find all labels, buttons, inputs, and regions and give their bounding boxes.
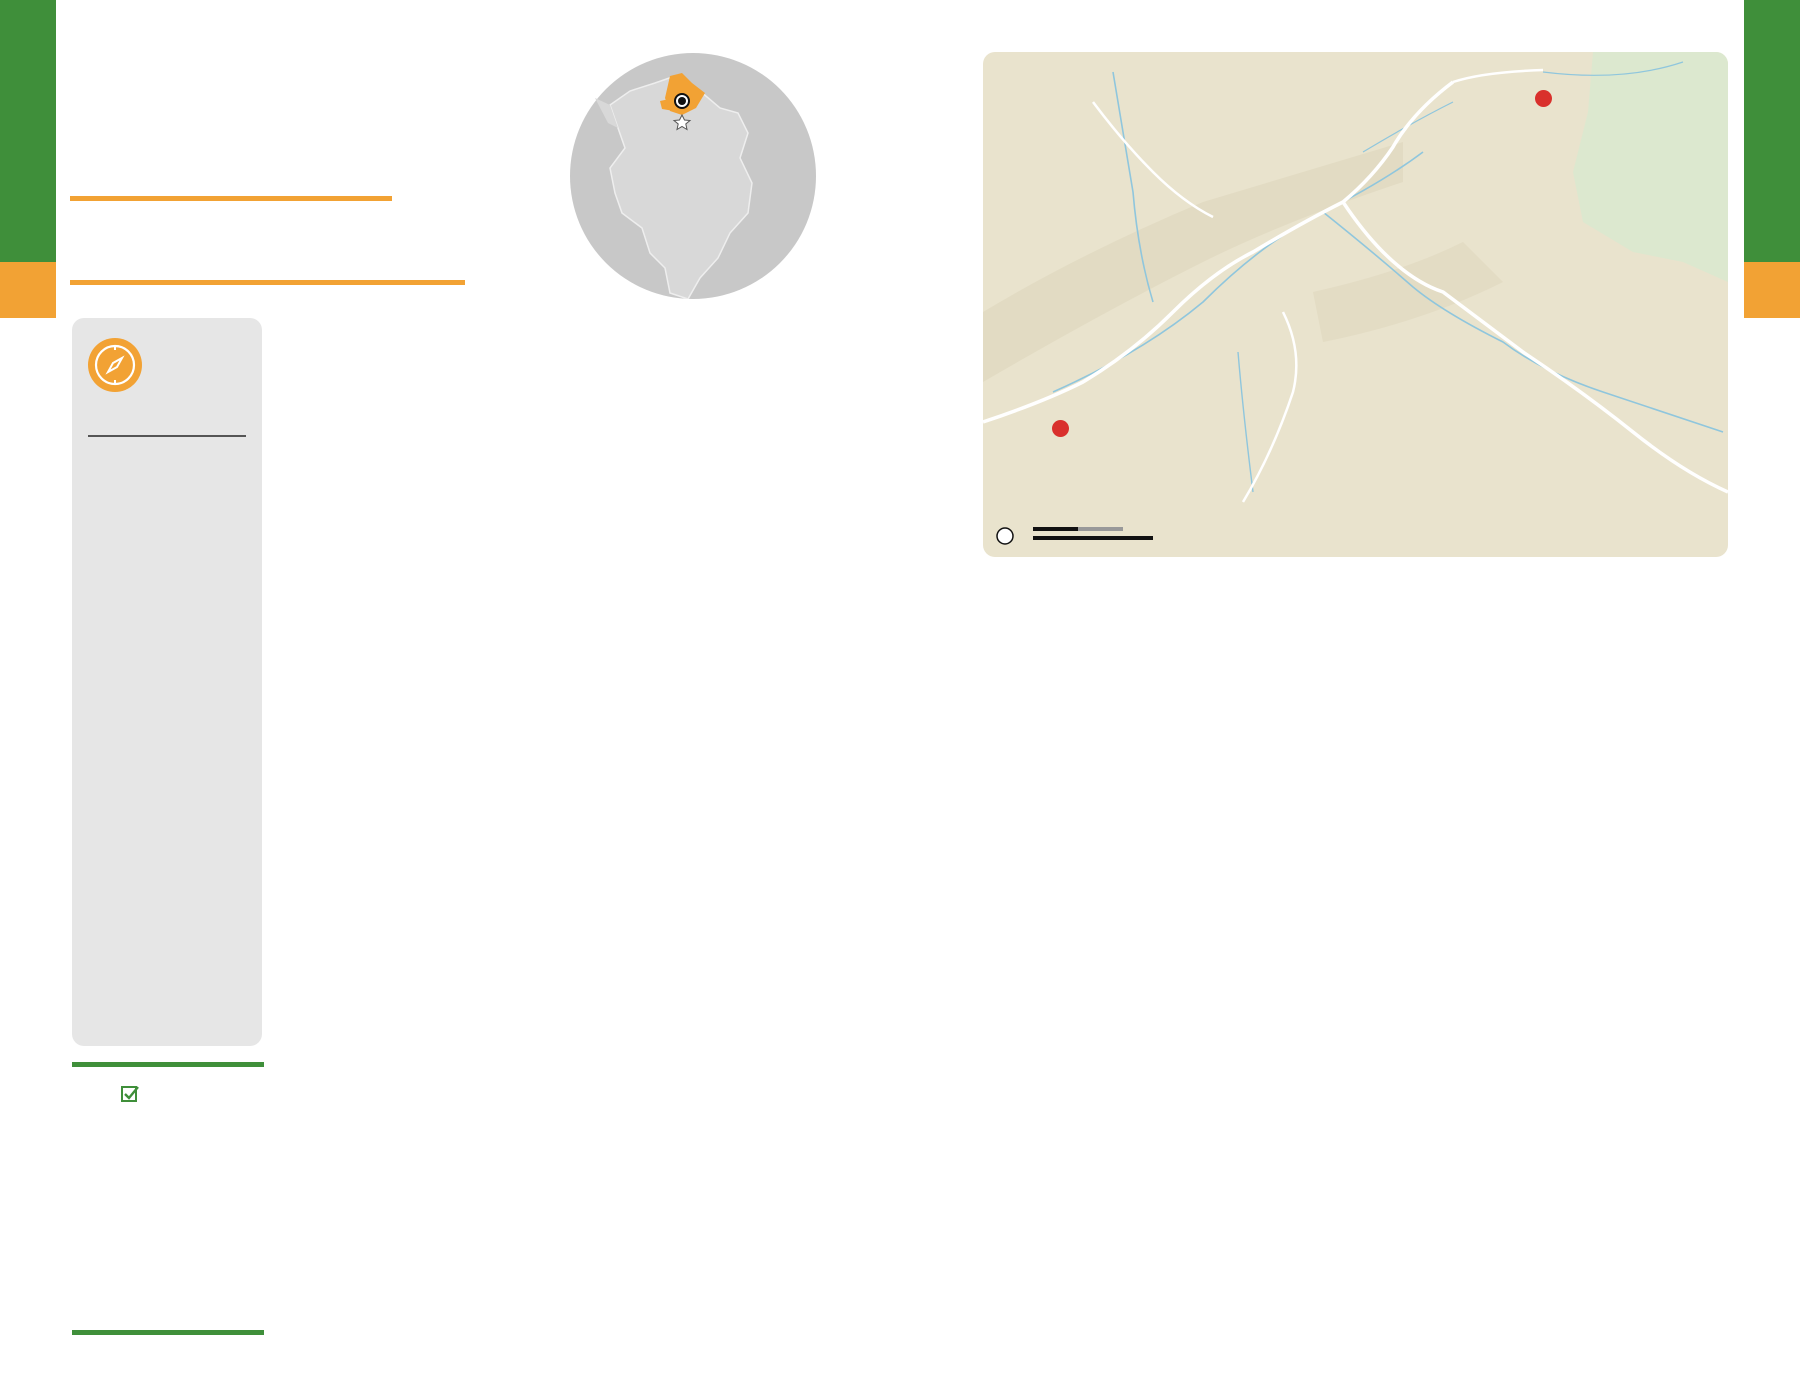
locator-map	[570, 53, 816, 299]
area-map[interactable]	[983, 52, 1728, 557]
top-tip-rule-top	[72, 1062, 264, 1067]
top-tip-heading	[120, 1084, 144, 1107]
map-marker-1[interactable]	[1535, 90, 1552, 107]
side-tab-guide	[0, 0, 56, 262]
top-tip-rule-bottom	[72, 1330, 264, 1335]
right-side-tab-accent	[1744, 262, 1800, 318]
title-underline-1	[70, 196, 392, 201]
getting-around-rule	[88, 435, 246, 437]
getting-around-box	[72, 318, 262, 1046]
checkbox-icon	[120, 1084, 140, 1104]
side-tab-accent	[0, 262, 56, 318]
right-side-tab-guide	[1744, 0, 1800, 262]
compass-icon	[88, 338, 142, 392]
title-underline-2	[70, 280, 465, 285]
